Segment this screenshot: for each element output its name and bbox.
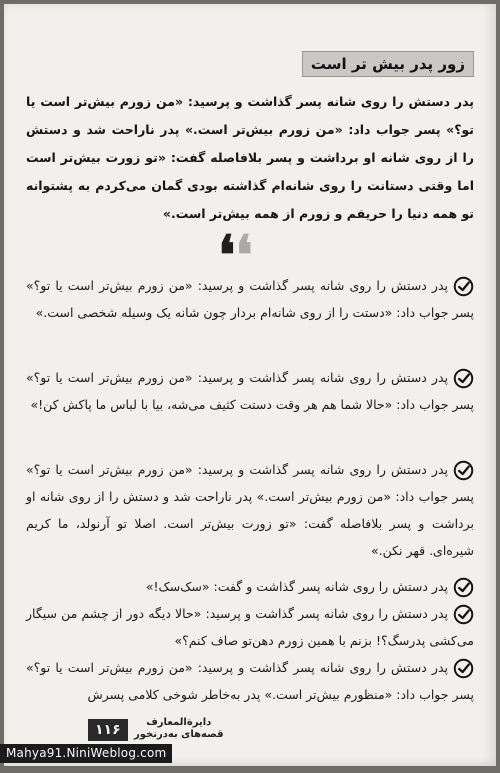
joke-item xyxy=(26,272,474,326)
joke-text: پدر دستش را روی شانه پسر گذاشت و گفت: «سک‌سک!» xyxy=(145,579,448,594)
watermark: Mahya91.NiniWeblog.com xyxy=(0,744,172,763)
joke-item xyxy=(26,364,474,418)
series-title-line: دایرة‌المعارف xyxy=(146,717,212,728)
joke-item xyxy=(26,573,474,600)
check-circle-icon xyxy=(453,577,474,598)
page-number: ۱۱۶ xyxy=(88,719,128,741)
check-circle-icon xyxy=(453,276,474,297)
check-circle-icon xyxy=(453,460,474,481)
page-title: زور پدر بیش تر است xyxy=(302,51,474,77)
joke-text: پدر دستش را روی شانه پسر گذاشت و پرسید: «من زورم بیش‌تر است یا تو؟» پسر جواب داد: «من زورم بیش‌تر است.» پدر ناراحت شد و دستش را از روی شانه او برداشت و پسر بلافاصله گفت: «تو زورت بیش‌تر است. اصلا تو آرنولد، ما کریم شیره‌ای. قهر نکن.» xyxy=(26,462,474,558)
joke-text: پدر دستش را روی شانه پسر گذاشت و پرسید: «من زورم بیش‌تر است یا تو؟» پسر جواب داد: «دستت را از روی شانه‌ام بردار چون شانه یک وسیله شخصی است.» xyxy=(26,278,474,320)
check-circle-icon xyxy=(453,604,474,625)
intro-paragraph: پدر دستش را روی شانه پسر گذاشت و پرسید: «من زورم بیش‌تر است یا تو؟» پسر جواب داد: «من زورم بیش‌تر است.» پدر ناراحت شد و دستش را از روی شانه او برداشت و پسر بلافاصله گفت: «تو زورت بیش‌تر است اما وقتی دستانت را روی شانه‌ام گذاشته بودی گمان می‌کردم به پشتوانه تو همه دنیا را حریفم و زورم از همه بیش‌تر است.» xyxy=(26,94,474,221)
series-title-line: قصه‌های به‌درنخور xyxy=(134,729,224,740)
series-title xyxy=(134,717,224,741)
joke-item xyxy=(26,654,474,708)
check-circle-icon xyxy=(453,368,474,389)
joke-text: پدر دستش را روی شانه پسر گذاشت و پرسید: «من زورم بیش‌تر است یا تو؟» پسر جواب داد: «منظورم بیش‌تر است.» پدر به‌خاطر شوخی کلامی پسرش xyxy=(26,660,474,702)
joke-text: پدر دستش را روی شانه پسر گذاشت و پرسید: «من زورم بیش‌تر است یا تو؟» پسر جواب داد: «حالا شما هم هر وقت دستت کثیف می‌شه، بیا با لباس ما پاکش کن!» xyxy=(26,370,474,412)
joke-item xyxy=(26,456,474,564)
joke-text: پدر دستش را روی شانه پسر گذاشت و پرسید: «حالا دیگه دور از چشم من سیگار می‌کشی پدرسگ؟! بزنم با همین زورم دهن‌تو صاف کنم؟» xyxy=(26,606,474,648)
quote-mark-icon: ❛❛ xyxy=(218,223,253,287)
check-circle-icon xyxy=(453,658,474,679)
book-page xyxy=(4,4,496,766)
joke-item xyxy=(26,600,474,654)
